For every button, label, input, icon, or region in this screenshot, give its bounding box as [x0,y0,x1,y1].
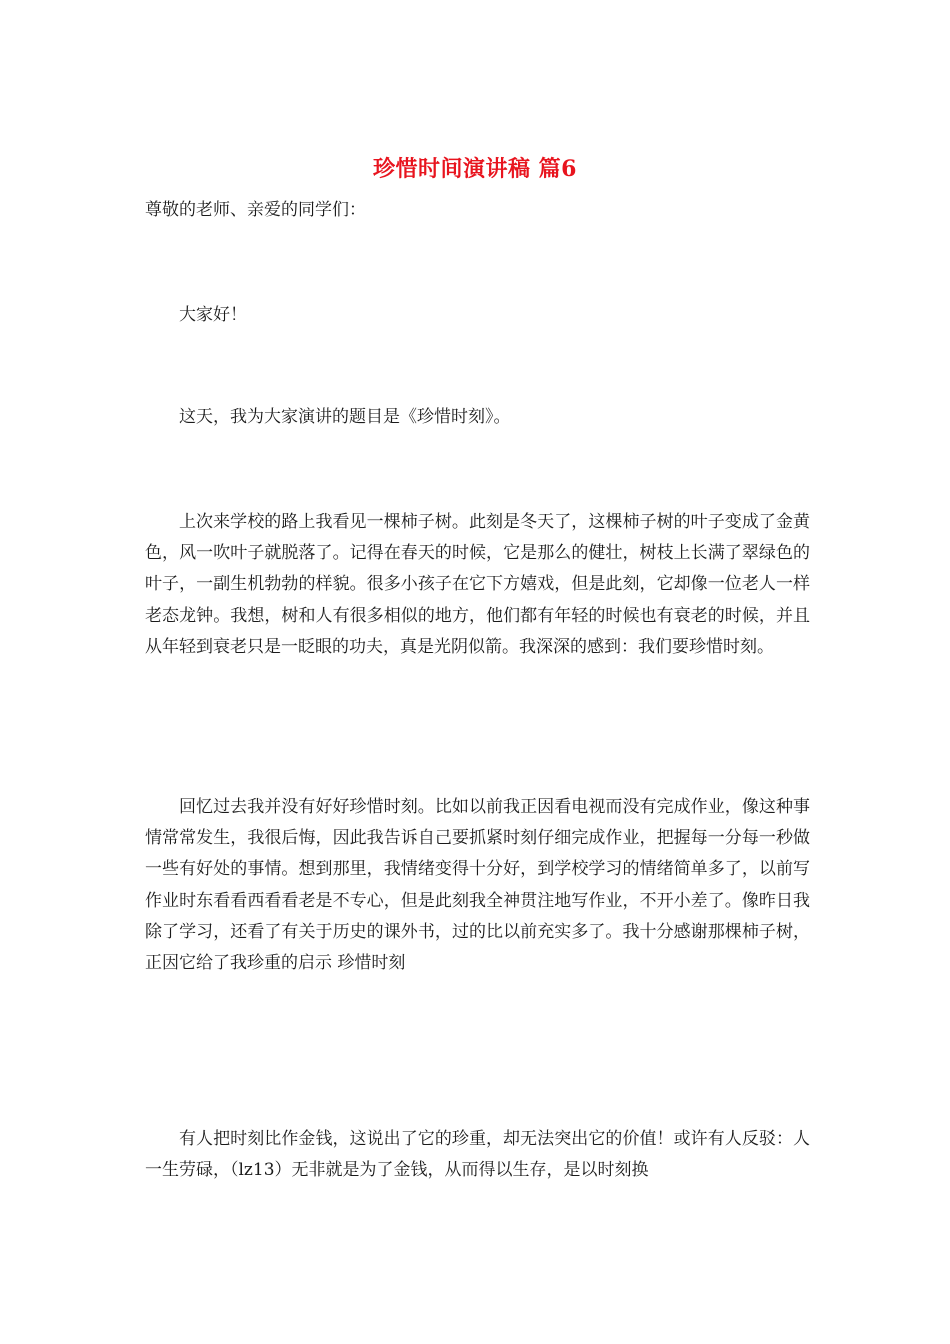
paragraph-hello: 大家好！ [179,305,247,325]
greeting-line: 尊敬的老师、亲爱的同学们： [145,200,366,220]
paragraph-persimmon-tree: 上次来学校的路上我看见一棵柿子树。此刻是冬天了，这棵柿子树的叶子变成了金黄色，风一吹叶子就脱落了。记得在春天的时候，它是那么的健壮，树枝上长满了翠绿色的叶子，一副生机勃勃的样貌。很多小孩子在它下方嬉戏，但是此刻，它却像一位老人一样老态龙钟。我想，树和人有很多相似的地方，他们都有年轻的时候也有衰老的时候，并且从年轻到衰老只是一眨眼的功夫，真是光阴似箭。我深深的感到：我们要珍惜时刻。 [145,512,810,657]
paragraph-topic: 这天，我为大家演讲的题目是《珍惜时刻》。 [179,407,511,427]
paragraph-time-money: 有人把时刻比作金钱，这说出了它的珍重，却无法突出它的价值！或许有人反驳：人一生劳碌，（lz13）无非就是为了金钱，从而得以生存，是以时刻换 [145,1129,810,1181]
paragraph-reflection: 回忆过去我并没有好好珍惜时刻。比如以前我正因看电视而没有完成作业，像这种事情常常发生，我很后悔，因此我告诉自己要抓紧时刻仔细完成作业，把握每一分每一秒做一些有好处的事情。想到那里，我情绪变得十分好，到学校学习的情绪简单多了，以前写作业时东看看西看看老是不专心，但是此刻我全神贯注地写作业，不开小差了。像昨日我除了学习，还看了有关于历史的课外书，过的比以前充实多了。我十分感谢那棵柿子树，正因它给了我珍重的启示 珍惜时刻 [145,797,810,974]
page-title: 珍惜时间演讲稿 篇6 [373,156,577,182]
